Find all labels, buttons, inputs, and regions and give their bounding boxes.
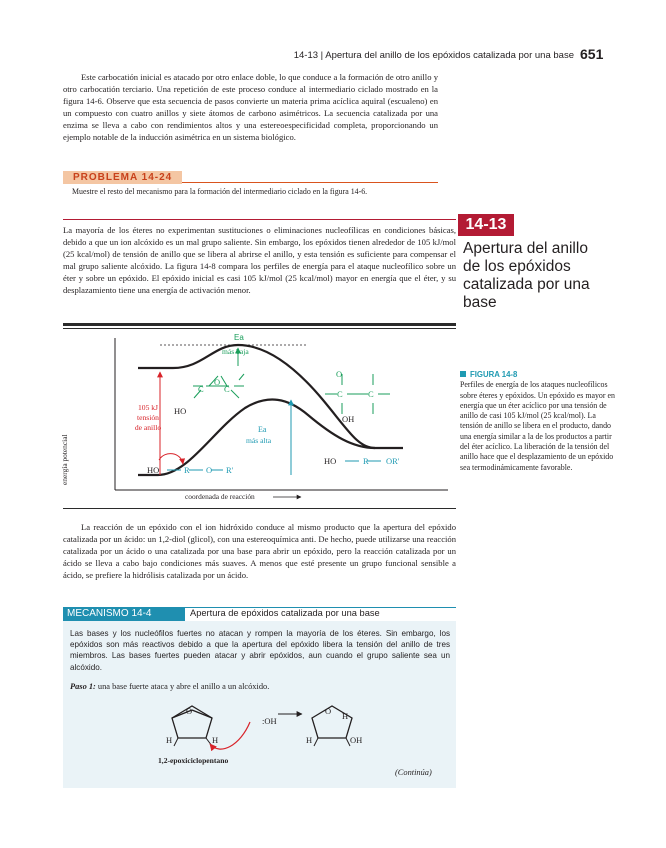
mechanism-title: Apertura de epóxidos catalizada por una base [190,608,380,618]
section-paragraph: La mayoría de los éteres no experimentan sustituciones o eliminaciones nucleofílicas en condiciones básicas, debido a que un ion alcóxido es un mal grupo saliente. Sin embargo, los epóxidos tienen alrededor de 105 kJ/mol (25 kcal/mol) de tensión de anillo que se libera al abrirse el anillo, y esta tensión es suficiente para compensar el mal grupo saliente alcóxido. La figura 14-8 compara los perfiles de energía para el ataque nucleofílico sobre un éter y sobre un epóxido. El epóxido inicial es casi 105 kJ/mol (25 kcal/mol) mayor en energía que el éter, y su desplazamiento tiene una energía de activación menor. [63,225,456,295]
mech-h-right: H [212,735,219,745]
epoxide-energy-curve [138,345,403,448]
ea-high-label: Ea [258,425,267,434]
strain-label: 105 kJ tensión de anillo [134,403,162,432]
reactant-ho: HO [147,465,160,475]
problem-text: Muestre el resto del mecanismo para la formación del intermediario ciclado en la figura 14-6. [72,187,368,196]
header-section-title: 14-13 | Apertura del anillo de los epóxidos catalizada por una base [293,50,574,61]
mech-product-oh: OH [350,735,363,745]
mech-product-h2: H [306,735,313,745]
product-ho: HO [324,456,337,466]
caption-text: Perfiles de energía de los ataques nucleofílicos sobre éteres y epóxidos. Un epóxido es mayor en energía que un éter acíclico por una tensión de anillo de casi 105 kJ/mol (25 kcal/mol). La tensión de anillo se libera en el producto, dando una energía similar a la de los productos a partir del éter acíclico. La liberación de la tensión del anillo hace que el desplazamiento de un epóxido sea termodinámicamente favorable. [460,380,615,472]
y-axis-label: energía potencial [60,434,69,485]
reactant-rp: R' [226,465,234,475]
epoxide-ho: HO [174,406,187,416]
figure-caption [460,370,620,473]
section-rule [63,219,456,220]
reactant-o: O [206,465,213,475]
epoxide-c2: C [224,384,230,394]
product-oh: OH [342,414,355,424]
running-header [0,46,666,66]
mech-product-o: O [325,706,332,716]
page-number: 651 [580,46,604,62]
continua-note: (Continúa) [395,768,432,777]
energy-diagram [63,330,456,506]
figure-bottom-rule [63,508,456,509]
ea-low-sublabel: más baja [222,347,249,356]
product-c2: C [368,389,374,399]
product-or: OR' [386,456,400,466]
intro-paragraph: Este carbocatión inicial es atacado por otro enlace doble, lo que conduce a la formación de otro anillo y otro carbocatión terciario. Una repetición de este proceso conduce al intermediario ciclado mostrado en la figura 14-6. Observe que esta secuencia de pasos convierte un materia prima acíclica aquiral (escualeno) en un compuesto con cuatro anillos y siete átomos de carbono asimétricos. La secuencia catalizada por una enzima se lleva a cabo con rendimientos altos y una estereoespecificidad completa, proporcionando un ejemplo notable de la inducción asimétrica en un sistema biológico. [63,72,438,142]
mechanism-diagram [150,696,410,756]
section-number-badge: 14-13 [458,214,514,236]
epoxide-o: O [214,377,221,387]
ea-low-label: Ea [234,333,244,342]
product-top-o: O [336,369,343,379]
mech-epoxide-o: O [186,706,193,716]
figure-top-rule-thin [63,328,456,329]
section-title: Apertura del anillo de los epóxidos catalizada por una base [463,240,590,311]
reactant-r: R [184,465,190,475]
compound-name: 1,2-epoxiciclopentano [158,756,229,765]
x-axis-label: coordenada de reacción [185,492,255,501]
mech-product-h: H [342,711,349,721]
ea-high-sublabel: más alta [246,436,272,445]
problem-label: PROBLEMA 14-24 [63,171,182,184]
product-r: R [363,456,369,466]
mechanism-label: MECANISMO 14-4 [63,607,185,621]
mech-h-left: H [166,735,173,745]
paragraph-2: La reacción de un epóxido con el ion hidróxido conduce al mismo producto que la apertura del epóxido catalizada por un ácido: un 1,2-diol (glicol), con una estereoquímica anti. De hecho, puede utilizarse una reacción catalizada por un ácido o una catalizada por una base para abrir un epóxido, pero la reacción catalizada por un ácido se lleva a cabo bajo condiciones más suaves. A menos que esté presente un grupo funcional sensible a ácido, se prefiere la hidrólisis catalizada por un ácido. [63,522,456,580]
mechanism-text: Las bases y los nucleófilos fuertes no atacan y rompen la mayoría de los éteres. Sin embargo, los epóxidos son más reactivos debido a que la apertura del epóxido libera la tensión del anillo de tres miembros. Las bases fuertes pueden atacar y abrir epóxidos, aun cuando el grupo saliente sea un alcóxido. [70,629,450,672]
caption-title: FIGURA 14-8 [460,370,620,380]
figure-top-rule [63,323,456,326]
mech-reagent: :OH [262,716,277,726]
product-c1: C [337,389,343,399]
step-1: Paso 1: una base fuerte ataca y abre el anillo a un alcóxido. [70,682,270,691]
epoxide-c1: C [198,384,204,394]
